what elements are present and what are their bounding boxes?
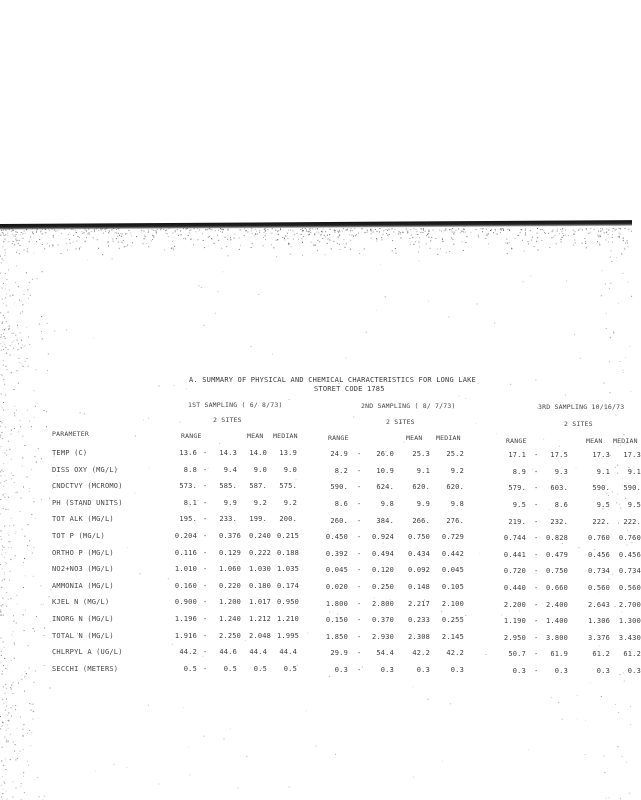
range-high-value: 384. [376, 516, 394, 525]
range-high-value: 0.5 [223, 664, 237, 673]
median-value: 0.045 [441, 566, 464, 575]
mean-value: 9.2 [253, 498, 267, 507]
range-low-value: 8.1 [183, 498, 197, 507]
median-value: 276. [446, 516, 464, 525]
range-high-value: 1.400 [546, 617, 569, 626]
range-low-value: 44.2 [179, 648, 197, 657]
mean-value: 0.148 [408, 583, 431, 591]
mean-value: 266. [412, 516, 430, 525]
median-value: 0.174 [277, 581, 300, 590]
range-high-value: 2.930 [372, 632, 395, 641]
range-dash: - [357, 533, 362, 542]
mean-value: 9.5 [596, 501, 610, 509]
parameter-label: NO2+NO3 (MG/L) [52, 565, 114, 574]
median-value: 0.215 [277, 532, 300, 540]
range-low-value: 0.3 [334, 666, 348, 674]
parameter-label: PH (STAND UNITS) [52, 498, 123, 507]
mean-value: 1.306 [588, 617, 611, 626]
range-high-value: 0.3 [380, 666, 394, 674]
range-high-value: 1.200 [219, 598, 242, 607]
range-dash: - [357, 616, 362, 625]
range-dash: - [534, 484, 539, 493]
range-dash: - [534, 517, 539, 526]
median-value: 9.5 [627, 501, 641, 509]
range-low-value: 1.916 [174, 631, 197, 640]
median-value: 0.560 [618, 584, 641, 592]
sites-label-3: 2 SITES [564, 420, 593, 428]
range-low-value: 573. [179, 482, 197, 491]
sampling-label-2: 2ND SAMPLING ( 8/ 7/73) [361, 402, 456, 410]
range-low-value: 8.9 [512, 467, 526, 476]
range-high-value: 2.250 [219, 631, 242, 640]
median-value: 575. [279, 482, 297, 491]
range-high-value: 26.0 [376, 450, 394, 459]
sampling-label-3: 3RD SAMPLING 10/16/73 [538, 403, 625, 411]
range-high-value: 0.3 [554, 667, 568, 675]
range-dash: - [357, 649, 362, 658]
median-value: 3.430 [618, 633, 641, 642]
range-dash: - [203, 449, 208, 457]
range-high-value: 624. [376, 483, 394, 492]
range-dash: - [534, 501, 539, 509]
range-high-value: 0.750 [546, 567, 569, 576]
mean-value: 25.3 [412, 450, 430, 459]
median-value: 9.0 [283, 465, 297, 474]
range-dash: - [534, 534, 539, 543]
mean-value: 1.212 [249, 615, 272, 623]
range-low-value: 1.850 [325, 632, 348, 641]
range-dash: - [534, 633, 539, 642]
mean-value: 0.434 [408, 549, 431, 558]
range-high-value: 2.400 [546, 600, 569, 609]
median-header: MEDIAN [436, 434, 461, 442]
range-dash: - [357, 599, 362, 608]
range-header: RANGE [181, 432, 202, 440]
median-value: 620. [446, 483, 464, 492]
mean-value: 42.2 [412, 649, 430, 658]
range-dash: - [357, 666, 362, 674]
range-dash: - [203, 532, 208, 540]
range-high-value: 61.9 [550, 650, 568, 659]
range-low-value: 0.160 [174, 581, 197, 590]
range-high-value: 17.5 [550, 451, 568, 460]
range-low-value: 0.720 [503, 567, 526, 576]
table-title: A. SUMMARY OF PHYSICAL AND CHEMICAL CHARACTERISTICS FOR LONG LAKE [189, 376, 476, 384]
median-value: 17.3 [623, 451, 641, 460]
range-dash: - [357, 516, 362, 525]
median-value: 9.8 [450, 500, 464, 508]
median-value: 61.2 [623, 650, 641, 659]
range-low-value: 17.1 [508, 451, 526, 460]
median-header: MEDIAN [613, 437, 638, 445]
mean-value: 17.3 [592, 451, 610, 460]
range-low-value: 0.204 [174, 532, 197, 540]
range-dash: - [357, 632, 362, 641]
range-dash: - [203, 548, 208, 557]
median-value: 200. [279, 515, 297, 524]
range-dash: - [203, 664, 208, 673]
parameter-label: TOTAL N (MG/L) [52, 631, 114, 640]
mean-value: 61.2 [592, 650, 610, 659]
parameter-label: TOT ALK (MG/L) [52, 515, 114, 524]
range-low-value: 579. [508, 484, 526, 493]
mean-value: 0.734 [588, 567, 611, 576]
range-low-value: 0.450 [325, 533, 348, 542]
range-high-value: 0.660 [546, 584, 569, 592]
parameter-label: SECCHI (METERS) [52, 664, 119, 673]
range-low-value: 0.441 [503, 550, 526, 559]
range-low-value: 13.6 [179, 449, 197, 457]
median-value: 1.210 [277, 615, 300, 623]
range-high-value: 9.4 [223, 465, 237, 474]
mean-header: MEAN [586, 437, 603, 445]
median-value: 0.3 [627, 667, 641, 675]
range-high-value: 0.924 [372, 533, 395, 542]
median-value: 0.5 [283, 664, 297, 673]
range-low-value: 1.190 [503, 617, 526, 626]
median-value: 1.300 [618, 617, 641, 626]
range-low-value: 0.116 [174, 548, 197, 557]
mean-value: 0.760 [588, 534, 611, 543]
median-value: 2.145 [441, 632, 464, 641]
sampling-label-1: 1ST SAMPLING ( 6/ 8/73) [188, 401, 283, 409]
median-value: 590. [623, 484, 641, 493]
range-dash: - [534, 567, 539, 576]
range-low-value: 0.5 [183, 664, 197, 673]
range-low-value: 2.950 [503, 633, 526, 642]
range-high-value: 9.9 [223, 498, 237, 507]
storet-code: STORET CODE 1785 [314, 385, 385, 393]
median-value: 9.1 [627, 467, 641, 476]
range-high-value: 1.060 [219, 565, 242, 574]
mean-header: MEAN [247, 432, 264, 440]
median-value: 0.3 [450, 666, 464, 674]
mean-value: 9.1 [416, 466, 430, 475]
range-dash: - [203, 515, 208, 524]
median-value: 0.105 [441, 583, 464, 591]
range-dash: - [203, 581, 208, 590]
mean-value: 0.3 [596, 667, 610, 675]
median-value: 222. [623, 517, 641, 526]
range-dash: - [534, 600, 539, 609]
range-high-value: 0.120 [372, 566, 395, 575]
range-low-value: 0.440 [503, 584, 526, 592]
range-high-value: 44.6 [219, 648, 237, 657]
mean-value: 0.180 [249, 581, 272, 590]
range-high-value: 8.6 [554, 501, 568, 509]
range-low-value: 1.196 [174, 615, 197, 623]
range-dash: - [357, 500, 362, 508]
range-dash: - [357, 466, 362, 475]
median-value: 1.995 [277, 631, 300, 640]
range-high-value: 232. [550, 517, 568, 526]
mean-value: 44.4 [249, 648, 267, 657]
range-low-value: 9.5 [512, 501, 526, 509]
range-low-value: 29.9 [330, 649, 348, 658]
parameter-label: CHLRPYL A (UG/L) [52, 648, 123, 657]
range-low-value: 8.8 [183, 465, 197, 474]
median-value: 44.4 [279, 648, 297, 657]
range-dash: - [203, 482, 208, 491]
median-value: 1.035 [277, 565, 300, 574]
range-low-value: 195. [179, 515, 197, 524]
parameter-header: PARAMETER [52, 430, 90, 438]
mean-value: 0.456 [588, 550, 611, 559]
range-high-value: 0.828 [546, 534, 569, 543]
range-dash: - [203, 565, 208, 574]
range-high-value: 3.800 [546, 633, 569, 642]
range-dash: - [203, 498, 208, 507]
range-low-value: 219. [508, 517, 526, 526]
range-dash: - [357, 483, 362, 492]
median-value: 0.734 [618, 567, 641, 576]
mean-value: 1.030 [249, 565, 272, 574]
mean-value: 9.1 [596, 467, 610, 476]
median-value: 25.2 [446, 450, 464, 459]
range-dash: - [203, 615, 208, 623]
sites-label-2: 2 SITES [386, 418, 415, 426]
range-low-value: 8.6 [334, 500, 348, 508]
range-header: RANGE [328, 434, 349, 442]
mean-value: 0.092 [408, 566, 431, 575]
range-high-value: 233. [219, 515, 237, 524]
range-dash: - [534, 467, 539, 476]
parameter-label: TOT P (MG/L) [52, 532, 105, 540]
mean-value: 2.048 [249, 631, 272, 640]
range-dash: - [203, 631, 208, 640]
range-high-value: 54.4 [376, 649, 394, 658]
median-value: 9.2 [450, 466, 464, 475]
range-high-value: 0.370 [372, 616, 395, 625]
mean-value: 590. [592, 484, 610, 493]
mean-value: 14.0 [249, 449, 267, 457]
parameter-label: ORTHO P (MG/L) [52, 548, 114, 557]
range-low-value: 0.3 [512, 667, 526, 675]
median-header: MEDIAN [273, 432, 298, 440]
median-value: 0.760 [618, 534, 641, 543]
mean-value: 2.643 [588, 600, 611, 609]
range-high-value: 9.3 [554, 467, 568, 476]
median-value: 2.100 [441, 599, 464, 608]
range-low-value: 1.010 [174, 565, 197, 574]
range-low-value: 50.7 [508, 650, 526, 659]
mean-value: 0.5 [253, 664, 267, 673]
range-low-value: 0.744 [503, 534, 526, 543]
range-dash: - [534, 550, 539, 559]
mean-value: 9.9 [416, 500, 430, 508]
range-dash: - [203, 465, 208, 474]
range-high-value: 0.376 [219, 532, 242, 540]
range-dash: - [203, 598, 208, 607]
median-value: 0.255 [441, 616, 464, 625]
mean-value: 0.222 [249, 548, 272, 557]
range-low-value: 0.900 [174, 598, 197, 607]
range-dash: - [534, 584, 539, 592]
range-low-value: 1.800 [325, 599, 348, 608]
mean-value: 620. [412, 483, 430, 492]
range-low-value: 0.392 [325, 549, 348, 558]
range-dash: - [534, 650, 539, 659]
parameter-label: AMMONIA (MG/L) [52, 581, 114, 590]
range-low-value: 0.150 [325, 616, 348, 625]
range-high-value: 0.220 [219, 581, 242, 590]
range-dash: - [534, 451, 539, 460]
range-dash: - [357, 450, 362, 459]
range-dash: - [357, 583, 362, 591]
range-high-value: 0.494 [372, 549, 395, 558]
mean-header: MEAN [406, 434, 423, 442]
range-low-value: 590. [330, 483, 348, 492]
range-high-value: 0.479 [546, 550, 569, 559]
median-value: 9.2 [283, 498, 297, 507]
range-high-value: 1.240 [219, 615, 242, 623]
range-high-value: 10.9 [376, 466, 394, 475]
parameter-label: INORG N (MG/L) [52, 615, 114, 623]
median-value: 0.442 [441, 549, 464, 558]
sites-label-1: 2 SITES [213, 416, 242, 424]
mean-value: 0.233 [408, 616, 431, 625]
range-dash: - [203, 648, 208, 657]
range-low-value: 260. [330, 516, 348, 525]
range-high-value: 603. [550, 484, 568, 493]
mean-value: 587. [249, 482, 267, 491]
range-dash: - [357, 566, 362, 575]
median-value: 0.729 [441, 533, 464, 542]
median-value: 2.700 [618, 600, 641, 609]
range-low-value: 0.020 [325, 583, 348, 591]
range-high-value: 0.129 [219, 548, 242, 557]
median-value: 13.9 [279, 449, 297, 457]
mean-value: 1.017 [249, 598, 272, 607]
range-dash: - [357, 549, 362, 558]
range-high-value: 14.3 [219, 449, 237, 457]
range-high-value: 0.250 [372, 583, 395, 591]
mean-value: 3.376 [588, 633, 611, 642]
range-low-value: 2.200 [503, 600, 526, 609]
mean-value: 0.3 [416, 666, 430, 674]
range-high-value: 585. [219, 482, 237, 491]
mean-value: 0.240 [249, 532, 272, 540]
mean-value: 199. [249, 515, 267, 524]
parameter-label: KJEL N (MG/L) [52, 598, 110, 607]
range-dash: - [534, 617, 539, 626]
range-header: RANGE [506, 437, 527, 445]
mean-value: 0.750 [408, 533, 431, 542]
parameter-label: CNDCTVY (MCROMO) [52, 482, 123, 491]
median-value: 42.2 [446, 649, 464, 658]
range-low-value: 24.9 [330, 450, 348, 459]
range-high-value: 9.8 [380, 500, 394, 508]
range-dash: - [534, 667, 539, 675]
mean-value: 9.0 [253, 465, 267, 474]
parameter-label: TEMP (C) [52, 449, 88, 457]
median-value: 0.950 [277, 598, 300, 607]
mean-value: 222. [592, 517, 610, 526]
range-low-value: 0.045 [325, 566, 348, 575]
range-low-value: 8.2 [334, 466, 348, 475]
range-high-value: 2.800 [372, 599, 395, 608]
median-value: 0.456 [618, 550, 641, 559]
mean-value: 2.217 [408, 599, 431, 608]
mean-value: 0.560 [588, 584, 611, 592]
mean-value: 2.308 [408, 632, 431, 641]
parameter-label: DISS OXY (MG/L) [52, 465, 119, 474]
median-value: 0.188 [277, 548, 300, 557]
